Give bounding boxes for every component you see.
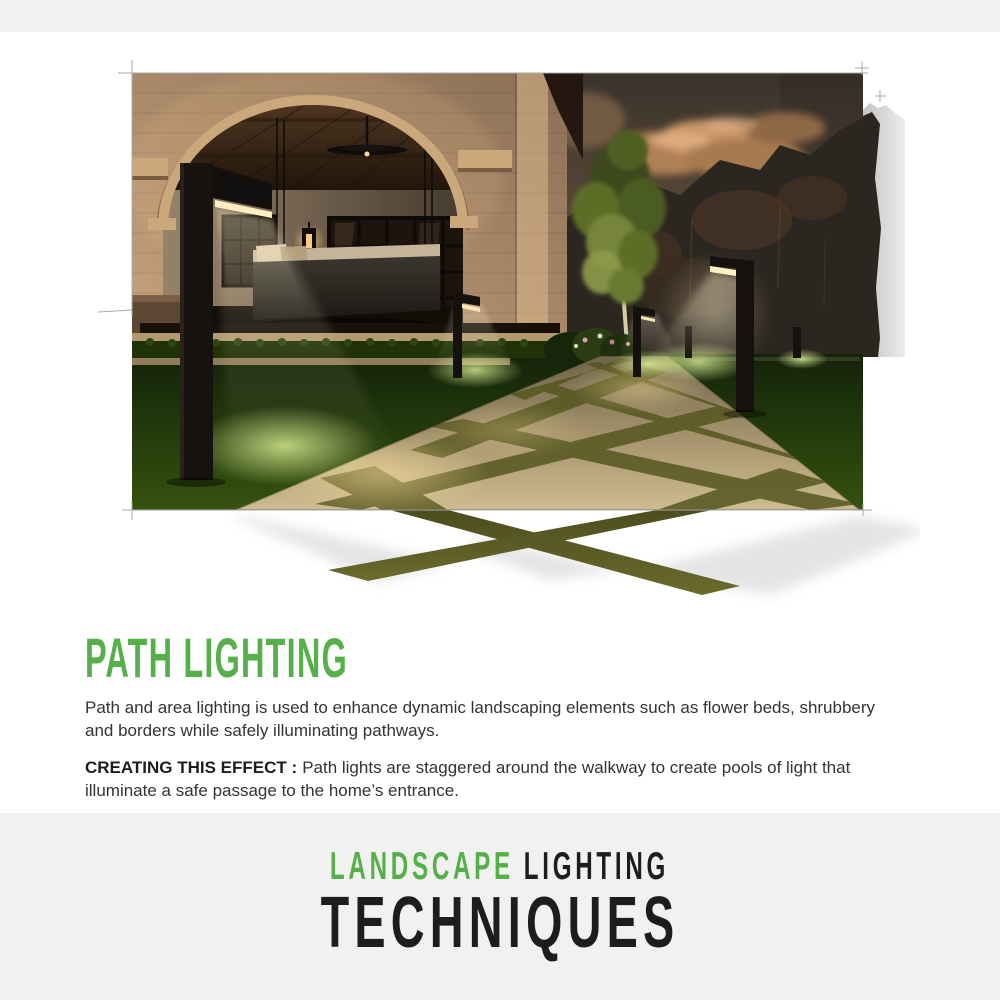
section-paragraph: Path and area lighting is used to enhance dynamic landscaping elements such as flower beds, shrubbery and borders while safely illuminating pathways. [85,698,876,741]
footer-brand-band [0,813,1000,1000]
hero-scene [80,58,920,618]
hero-illustration [80,58,920,618]
effect-paragraph [85,756,880,803]
path-light-6 [793,327,801,358]
brand-word-landscape: LANDSCAPE [330,845,515,888]
path-lighting-section [85,626,885,816]
top-accent-band [0,0,1000,32]
section-title: PATH LIGHTING [85,626,348,689]
brand-line [0,847,1000,886]
corner-pilaster [517,73,548,337]
hero-photo [123,68,863,515]
brand-title: TECHNIQUES [320,883,680,963]
x-path-extension [230,510,920,595]
brand-word-lighting: LIGHTING [524,845,670,888]
effect-label: CREATING THIS EFFECT : [85,757,298,777]
effect-text: Path lights are staggered around the walkway to create pools of light that illuminate a safe passage to the home’s entrance. [85,757,851,801]
